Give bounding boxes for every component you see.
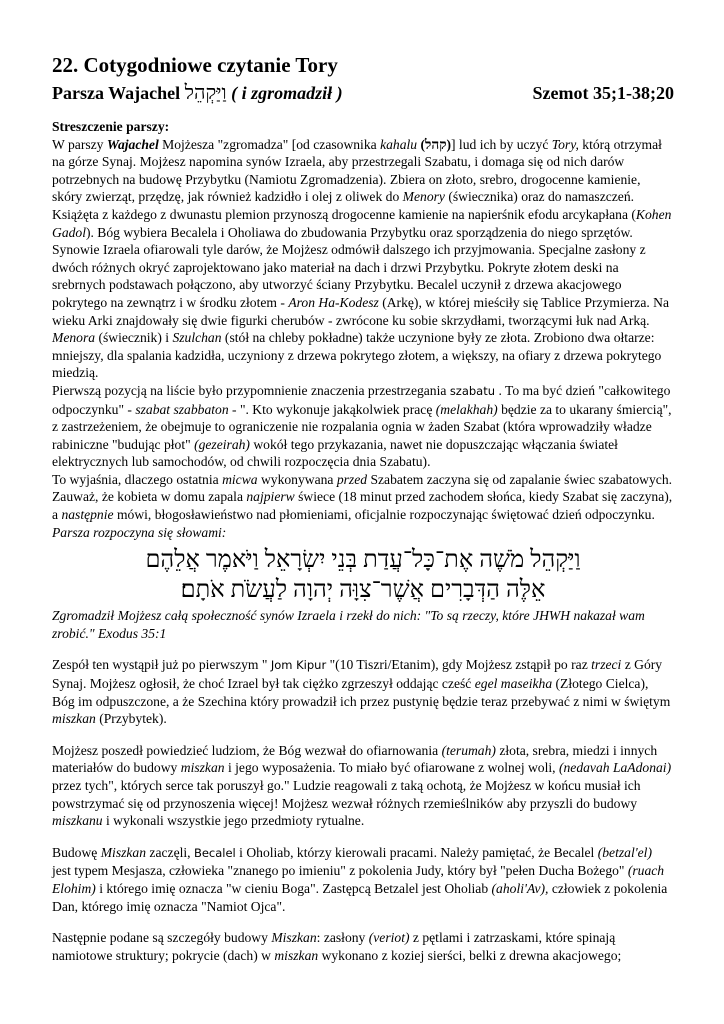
paragraph-offerings: Mojżesz poszedł powiedzieć ludziom, że Bóg wezwał do ofiarnowania (terumah) złota, srebra, miedzi i innych materiałów do budowy miszkan i jego wyposażenia. To miało być ofiarowane z wolnej woli, (nedavah LaAdonai) przez tych", których serce tak poruszył go." Ludzie reagowali z taką ochotą, że Mojżesz w końcu musiał ich powstrzymać się od przynoszenia więcej! Mojżesz wezwał różnych rzemieślników aby przyszli do budowy miszkanu i wykonali wszystkie jego przedmioty rytualne.: [52, 742, 672, 829]
paragraph-summary: W parszy Wajachel Mojżesza "zgromadza" [od czasownika kahalu (קהל)] lud ich by uczyć Tory, którą otrzymał na górze Synaj. Mojżesz napomina synów Izraela, aby przestrzegali Szabatu, i domaga się od nich darów potrzebnych na budowę Przybytku (Namiotu Zgromadzenia). Zbiera on złoto, srebro, drogocenne kamienie, skóry zwierząt, przędzę, jak również kadzidło i olej z oliwek do Menory (świecznika) oraz do namaszczeń. Książęta z każdego z dwunastu plemion przynoszą drogocenne kamienie na napierśnik efodu arcykapłana (Kohen Gadol). Bóg wybiera Becalela i Oholiawa do zbudowania Przybytku oraz sporządzenia do niego sprzętów. Synowie Izraela ofiarowali tyle darów, że Mojżesz odmówił dalszego ich przyjmowania. Specjalne zasłony z dwóch różnych okryć zaprojektowano jako materiał na dach i drzwi Przybytku. Pokryte złotem deski na srebrnych podstawach połączono, aby utworzyć ściany Przybytku. Becalel uczynił z drzewa akacjowego pokrytego na zewnątrz i w środku złotem - Aron Ha-Kodesz (Arkę), w której mieściły się Tablice Przymierza. Na wieku Arki znajdowały się dwie figurki cherubów - zwrócone ku sobie skrzydłami, tworzącymi łuk nad Arką. Menora (świecznik) i Szulchan (stół na chleby pokładne) także uczynione były ze złota. Zrobiono dwa ołtarze: mniejszy, dla spalania kadzidła, uczyniony z drzewa pokrytego złotem, a większy, na ofiary z drzewa pokrytego miedzią.: [52, 136, 672, 381]
document-page: [52, 52, 674, 964]
parsha-hebrew: וַיַּקְהֵל: [184, 82, 227, 104]
parsha-name: Parsza Wajachel: [52, 83, 181, 103]
hebrew-verse-line-1: וַיַּקְהֵל מֹשֶׁה אֶת־כָּל־עֲדַת בְּנֵי יִשְׂרָאֵל וַיֹּאמֶר אֲלֵהֶם: [145, 547, 581, 574]
parsha-meaning: ( i zgromadził ): [231, 83, 343, 103]
verse-translation: Zgromadził Mojżesz całą społeczność synów Izraela i rzekł do nich: "To są rzeczy, które JHWH nakazał wam zrobić." Exodus 35:1: [52, 608, 645, 641]
hebrew-verse: [52, 545, 674, 605]
hebrew-verse-line-2: אֵלֶּה הַדְּבָרִים אֲשֶׁר־צִוָּה יְהוָה לַעֲשֹׂת אֹתָם׃: [180, 577, 546, 604]
scripture-reference: Szemot 35;1-38;20: [532, 83, 674, 103]
paragraph-builders: Budowę Miszkan zaczęli, Becalel i Oholiab, którzy kierowali pracami. Należy pamiętać, że Becalel (betzal'el) jest typem Mesjasza, człowieka "znanego po imieniu" z pokolenia Judy, który był "pełen Ducha Bożego" (ruach Elohim) i którego imię oznacza "w cieniu Boga". Zastępcą Betzalel jest Oholiab (aholi'Av), człowiek z pokolenia Dan, którego imię oznacza "Namiot Ojca".: [52, 844, 668, 914]
document-body: [52, 118, 674, 964]
parsha-name-line: [52, 80, 343, 106]
paragraph-sabbath: Pierwszą pozycją na liście było przypomnienie znaczenia przestrzegania szabatu . To ma być dzień "całkowitego odpoczynku" - szabat szabbaton - ". Kto wykonuje jakąkolwiek pracę (melakhah) będzie za to ukarany śmiercią", z zastrzeżeniem, że obejmuje to ograniczenie nie rozpalania ognia w żaden Szabat (która wprowadziły władze rabiniczne "budując płot" (gezeirah) wokół tego przykazania, nawet nie dopuszczając włączania świateł elektrycznych lub samochodów, od chwili rozpoczęcia dnia Szabatu).: [52, 382, 672, 470]
parsha-subtitle: [52, 80, 674, 106]
summary-heading: Streszczenie parszy:: [52, 119, 170, 134]
paragraph-candles: To wyjaśnia, dlaczego ostatnia micwa wykonywana przed Szabatem zaczyna się od zapalanie świec szabatowych. Zauważ, że kobieta w domu zapala najpierw świece (18 minut przed zachodem słońca, kiedy Szabat się zaczyna), a następnie mówi, błogosławieństwo nad płomieniami, oficjalnie rozpoczynając świętować dzień odpoczynku. Parsza rozpoczyna się słowami:: [52, 471, 673, 540]
page-title: 22. Cotygodniowe czytanie Tory: [52, 53, 338, 77]
paragraph-construction: Następnie podane są szczegóły budowy Miszkan: zasłony (veriot) z pętlami i zatrzaskami, które spinają namiotowe struktury; pokrycie (dach) w miszkan wykonano z koziej sierści, belki z drewna akacjowego;: [52, 930, 622, 963]
paragraph-third-descent: Zespół ten wystąpił już po pierwszym " Jom Kipur "(10 Tiszri/Etanim), gdy Mojżesz zstąpił po raz trzeci z Góry Synaj. Mojżesz ogłosił, że choć Izrael był tak ciężko zgrzeszył oddając cześć egel maseikha (Złotego Cielca), Bóg im odpuszczone, a że Szechina który prowadził ich przez pustynię będzie teraz przebywać z nimi w świętym miszkan (Przybytek).: [52, 657, 671, 727]
